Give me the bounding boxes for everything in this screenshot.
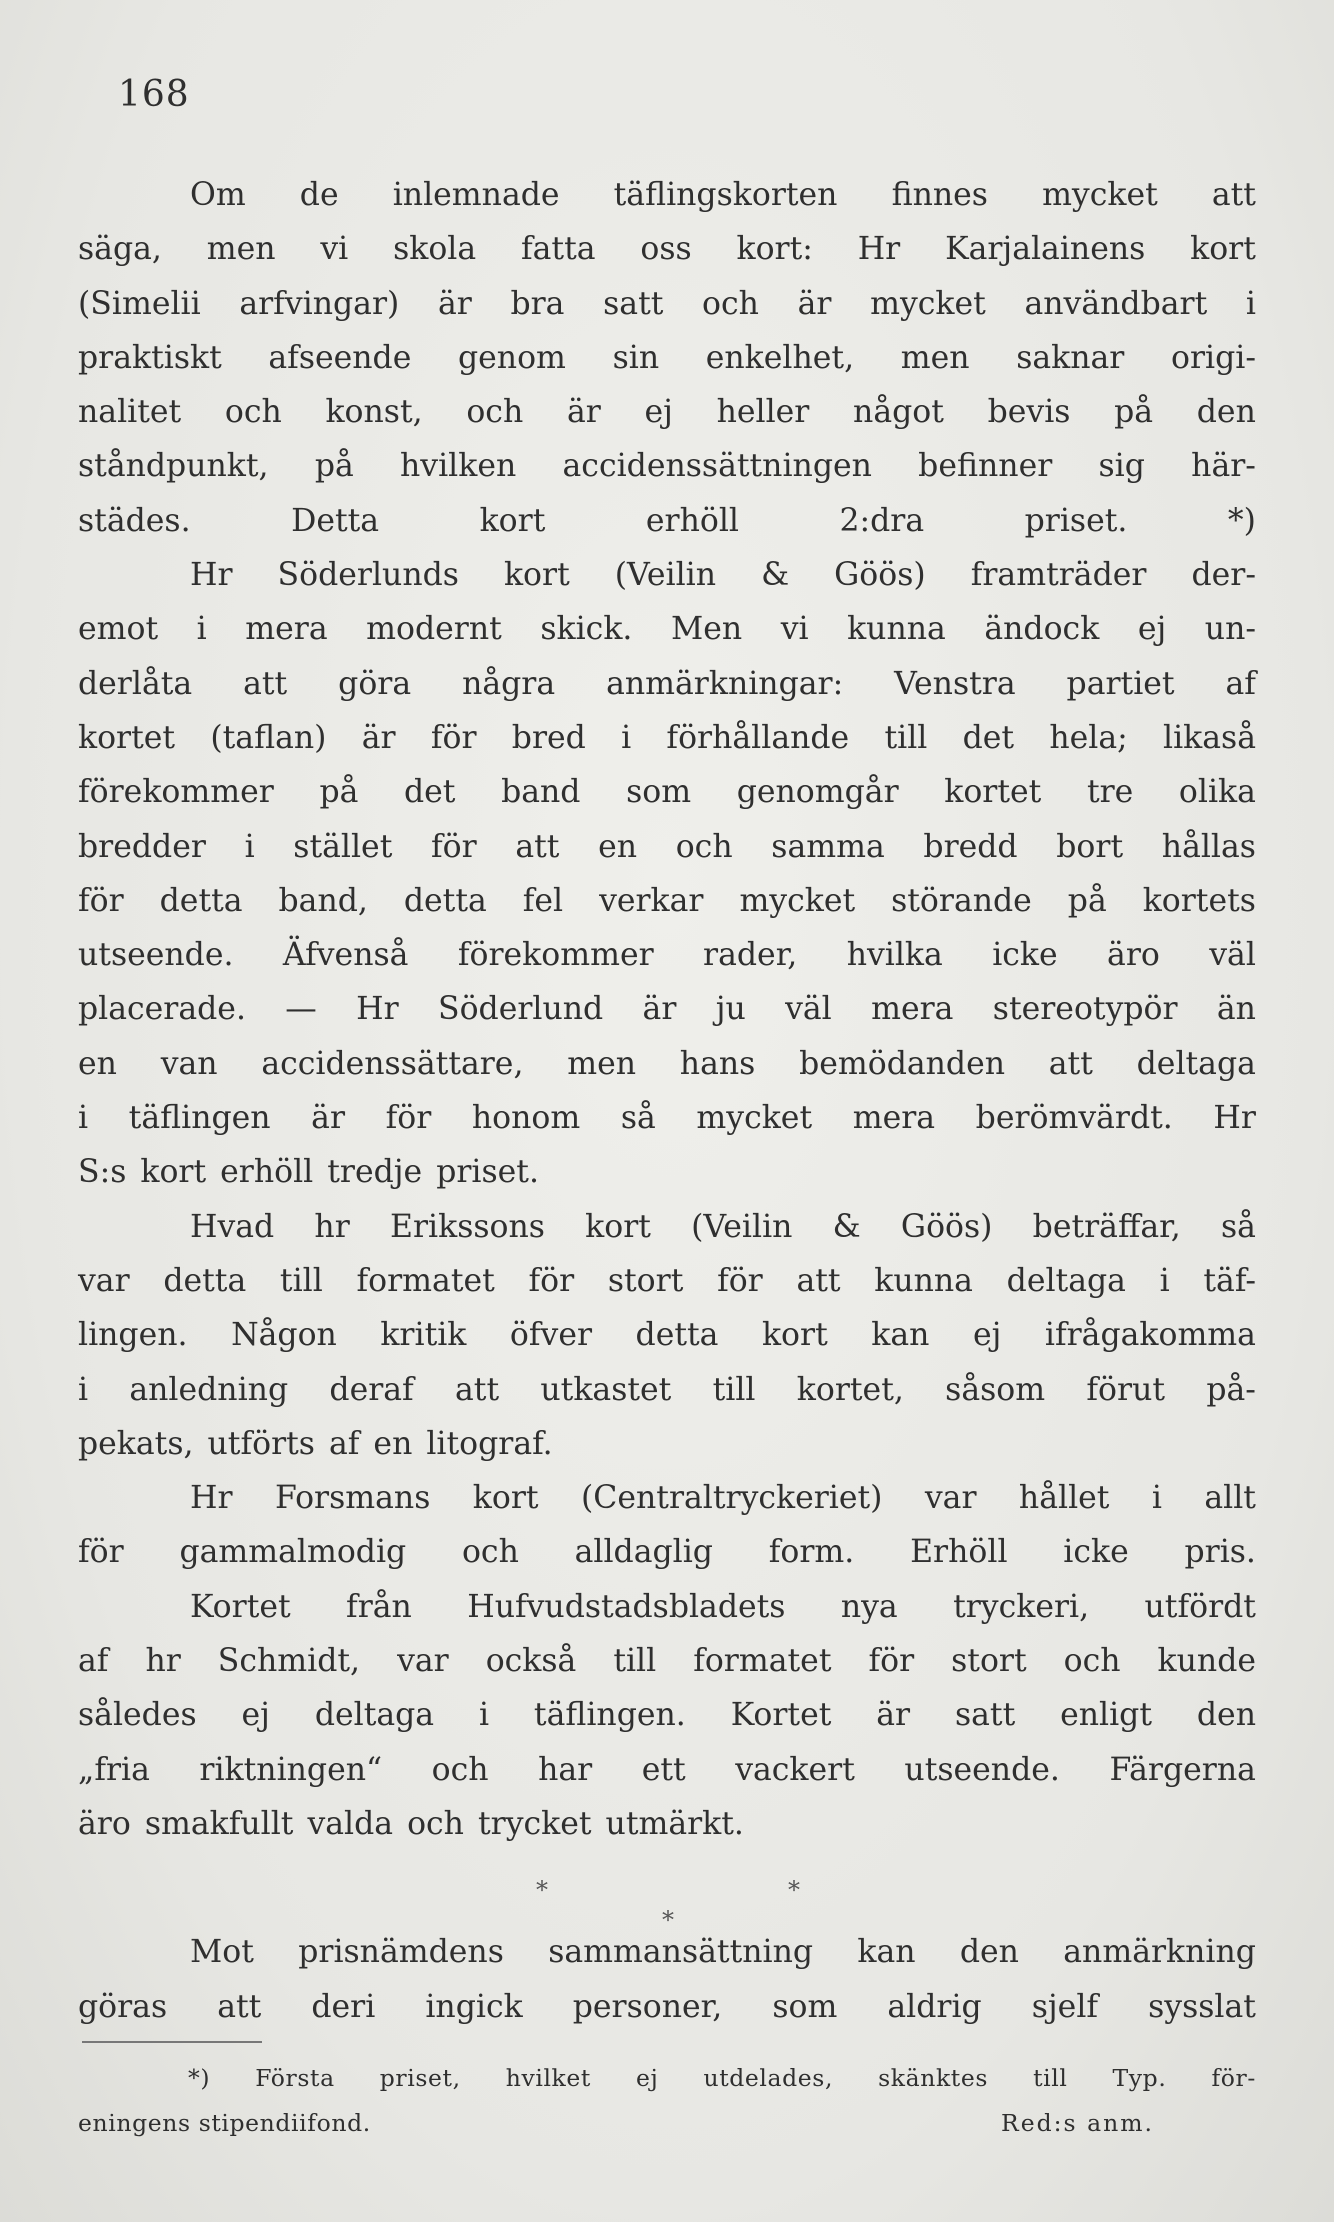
text-line: lingen. Någon kritik öfver detta kort kan ej ifrågakomma [78, 1317, 1256, 1354]
text-line: för detta band, detta fel verkar mycket störande på kortets [78, 882, 1256, 919]
main-paragraphs [78, 168, 1256, 1851]
page-number: 168 [118, 74, 190, 115]
text-line: således ej deltaga i täflingen. Kortet är satt enligt den [78, 1697, 1256, 1734]
text-line: derlåta att göra några anmärkningar: Venstra partiet af [78, 665, 1256, 702]
footnote-divider [82, 2041, 262, 2043]
text-line: Hr Forsmans kort (Centraltryckeriet) var hållet i allt [190, 1480, 1256, 1517]
footnote-line: *) Första priset, hvilket ej utdelades, skänktes till Typ. för- [188, 2064, 1256, 2092]
text-line: bredder i stället för att en och samma bredd bort hållas [78, 828, 1256, 865]
text-line: äro smakfullt valda och trycket utmärkt. [78, 1805, 744, 1842]
text-line: var detta till formatet för stort för att kunna deltaga i täf- [78, 1262, 1256, 1299]
text-line: nalitet och konst, och är ej heller något bevis på den [78, 394, 1256, 431]
text-line: Kortet från Hufvudstadsbladets nya tryckeri, utfördt [190, 1588, 1256, 1625]
text-line: „fria riktningen“ och har ett vackert utseende. Färgerna [78, 1751, 1256, 1788]
text-line: Hr Söderlunds kort (Veilin & Göös) framträder der- [190, 557, 1256, 594]
text-line: (Simelii arfvingar) är bra satt och är mycket användbart i [78, 285, 1256, 322]
editor-signature: Red:s anm. [1001, 2109, 1154, 2137]
text-line: praktiskt afseende genom sin enkelhet, men saknar origi- [78, 339, 1256, 376]
text-line: säga, men vi skola fatta oss kort: Hr Karjalainens kort [78, 231, 1256, 268]
text-line: Hvad hr Erikssons kort (Veilin & Göös) beträffar, så [190, 1208, 1256, 1245]
separator-asterisk: * [536, 1876, 548, 1905]
text-line: Mot prisnämdens sammansättning kan den anmärkning [190, 1934, 1256, 1971]
section-separator [78, 1851, 1256, 1935]
footnote [78, 2056, 1256, 2146]
text-line: placerade. — Hr Söderlund är ju väl mera stereotypör än [78, 991, 1256, 1028]
text-line: kortet (taflan) är för bred i förhållande till det hela; likaså [78, 719, 1256, 756]
text-line: för gammalmodig och alldaglig form. Erhöll icke pris. [78, 1534, 1256, 1571]
text-line: pekats, utförts af en litograf. [78, 1425, 553, 1462]
text-line: förekommer på det band som genomgår kortet tre olika [78, 774, 1256, 811]
body-text [78, 168, 1256, 2034]
text-line: städes. Detta kort erhöll 2:dra priset. *) [78, 502, 1256, 539]
text-line: af hr Schmidt, var också till formatet för stort och kunde [78, 1643, 1256, 1680]
text-line: S:s kort erhöll tredje priset. [78, 1154, 539, 1191]
text-line: en van accidenssättare, men hans bemödanden att deltaga [78, 1045, 1256, 1082]
separator-asterisk: * [662, 1906, 674, 1935]
text-line: i anledning deraf att utkastet till kortet, såsom förut på- [78, 1371, 1256, 1408]
text-line: göras att deri ingick personer, som aldrig sjelf sysslat [78, 1988, 1256, 2025]
text-line: utseende. Äfvenså förekommer rader, hvilka icke äro väl [78, 937, 1256, 974]
footnote-text: eningens stipendiifond. [78, 2109, 371, 2137]
text-line: emot i mera modernt skick. Men vi kunna ändock ej un- [78, 611, 1256, 648]
footnote-line [78, 2101, 1256, 2146]
text-line: Om de inlemnade täflingskorten finnes mycket att [190, 177, 1256, 213]
text-line: ståndpunkt, på hvilken accidenssättningen befinner sig här- [78, 448, 1256, 485]
text-line: i täflingen är för honom så mycket mera berömvärdt. Hr [78, 1100, 1256, 1137]
separator-asterisk: * [788, 1876, 800, 1905]
